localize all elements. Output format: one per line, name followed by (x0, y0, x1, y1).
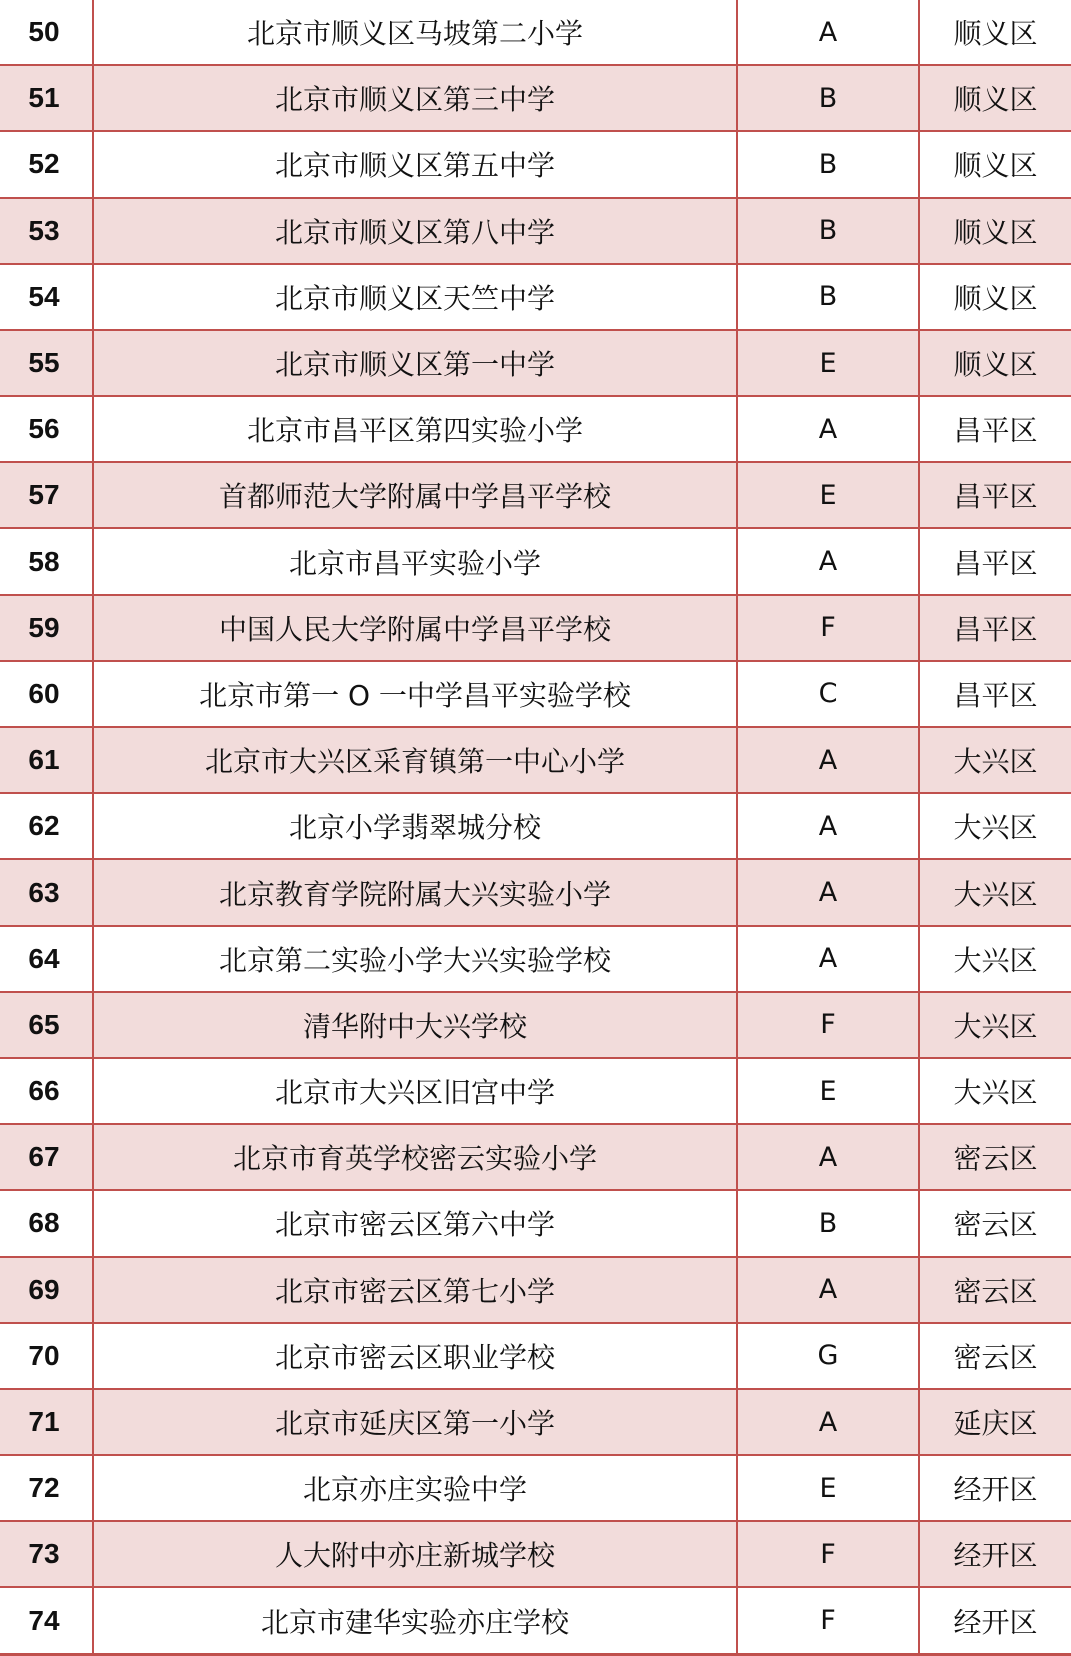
row-number: 69 (0, 1257, 93, 1323)
school-category: E (737, 462, 919, 528)
school-category: A (737, 528, 919, 594)
table-row (0, 1124, 1071, 1190)
school-name: 北京市建华实验亦庄学校 (93, 1587, 737, 1654)
district-name: 密云区 (919, 1190, 1071, 1256)
table-row (0, 1058, 1071, 1124)
district-name: 大兴区 (919, 727, 1071, 793)
row-number: 54 (0, 264, 93, 330)
school-name: 首都师范大学附属中学昌平学校 (93, 462, 737, 528)
table-row (0, 926, 1071, 992)
table-row (0, 462, 1071, 528)
school-category: C (737, 661, 919, 727)
row-number: 68 (0, 1190, 93, 1256)
row-number: 55 (0, 330, 93, 396)
table-row (0, 1257, 1071, 1323)
school-category: F (737, 1521, 919, 1587)
school-category: A (737, 859, 919, 925)
district-name: 昌平区 (919, 396, 1071, 462)
table-row (0, 264, 1071, 330)
table-row (0, 1521, 1071, 1587)
row-number: 64 (0, 926, 93, 992)
row-number: 58 (0, 528, 93, 594)
row-number: 61 (0, 727, 93, 793)
district-name: 昌平区 (919, 595, 1071, 661)
table-row (0, 859, 1071, 925)
row-number: 67 (0, 1124, 93, 1190)
row-number: 65 (0, 992, 93, 1058)
row-number: 66 (0, 1058, 93, 1124)
district-name: 昌平区 (919, 661, 1071, 727)
district-name: 密云区 (919, 1124, 1071, 1190)
district-name: 顺义区 (919, 330, 1071, 396)
school-name: 北京亦庄实验中学 (93, 1455, 737, 1521)
row-number: 53 (0, 198, 93, 264)
table-row (0, 1323, 1071, 1389)
school-category: A (737, 396, 919, 462)
school-category: A (737, 0, 919, 65)
table-row (0, 1455, 1071, 1521)
district-name: 顺义区 (919, 131, 1071, 197)
school-category: E (737, 330, 919, 396)
table-row (0, 992, 1071, 1058)
school-name: 北京市大兴区采育镇第一中心小学 (93, 727, 737, 793)
district-name: 顺义区 (919, 198, 1071, 264)
table-row (0, 595, 1071, 661)
school-category: E (737, 1058, 919, 1124)
district-name: 经开区 (919, 1455, 1071, 1521)
district-name: 经开区 (919, 1521, 1071, 1587)
row-number: 63 (0, 859, 93, 925)
table-row (0, 198, 1071, 264)
table-row (0, 1389, 1071, 1455)
school-name: 北京市延庆区第一小学 (93, 1389, 737, 1455)
row-number: 57 (0, 462, 93, 528)
table-row (0, 1587, 1071, 1654)
school-name: 北京市大兴区旧宫中学 (93, 1058, 737, 1124)
district-name: 顺义区 (919, 264, 1071, 330)
district-name: 大兴区 (919, 859, 1071, 925)
table-row (0, 0, 1071, 65)
district-name: 昌平区 (919, 462, 1071, 528)
school-category: A (737, 727, 919, 793)
school-category: B (737, 264, 919, 330)
row-number: 73 (0, 1521, 93, 1587)
school-name: 北京市密云区职业学校 (93, 1323, 737, 1389)
district-name: 大兴区 (919, 926, 1071, 992)
table-row (0, 727, 1071, 793)
row-number: 52 (0, 131, 93, 197)
school-name: 北京市顺义区第一中学 (93, 330, 737, 396)
table-row (0, 1190, 1071, 1256)
row-number: 51 (0, 65, 93, 131)
school-category: B (737, 131, 919, 197)
row-number: 70 (0, 1323, 93, 1389)
district-name: 经开区 (919, 1587, 1071, 1654)
table-row (0, 131, 1071, 197)
school-category: B (737, 65, 919, 131)
school-category: A (737, 1124, 919, 1190)
school-category: F (737, 595, 919, 661)
school-name: 北京市顺义区马坡第二小学 (93, 0, 737, 65)
school-name: 北京市顺义区第八中学 (93, 198, 737, 264)
table-row (0, 65, 1071, 131)
district-name: 顺义区 (919, 0, 1071, 65)
table-row (0, 396, 1071, 462)
table-row (0, 661, 1071, 727)
school-name: 北京教育学院附属大兴实验小学 (93, 859, 737, 925)
school-name: 北京市顺义区第五中学 (93, 131, 737, 197)
district-name: 大兴区 (919, 992, 1071, 1058)
district-name: 密云区 (919, 1323, 1071, 1389)
school-category: A (737, 793, 919, 859)
school-category: F (737, 992, 919, 1058)
row-number: 50 (0, 0, 93, 65)
row-number: 59 (0, 595, 93, 661)
school-category: A (737, 1257, 919, 1323)
row-number: 72 (0, 1455, 93, 1521)
school-name: 北京市密云区第七小学 (93, 1257, 737, 1323)
table-row (0, 330, 1071, 396)
school-category: A (737, 1389, 919, 1455)
row-number: 62 (0, 793, 93, 859)
district-name: 密云区 (919, 1257, 1071, 1323)
row-number: 60 (0, 661, 93, 727)
school-name: 北京市昌平实验小学 (93, 528, 737, 594)
school-category: A (737, 926, 919, 992)
table-row (0, 793, 1071, 859)
district-name: 昌平区 (919, 528, 1071, 594)
table-row (0, 528, 1071, 594)
school-name: 北京第二实验小学大兴实验学校 (93, 926, 737, 992)
district-name: 大兴区 (919, 1058, 1071, 1124)
school-name: 北京市昌平区第四实验小学 (93, 396, 737, 462)
district-name: 大兴区 (919, 793, 1071, 859)
row-number: 56 (0, 396, 93, 462)
school-name: 清华附中大兴学校 (93, 992, 737, 1058)
row-number: 74 (0, 1587, 93, 1654)
school-name: 北京市顺义区第三中学 (93, 65, 737, 131)
school-name: 北京市育英学校密云实验小学 (93, 1124, 737, 1190)
row-number: 71 (0, 1389, 93, 1455)
school-name: 中国人民大学附属中学昌平学校 (93, 595, 737, 661)
school-category: G (737, 1323, 919, 1389)
district-name: 延庆区 (919, 1389, 1071, 1455)
school-category: B (737, 1190, 919, 1256)
school-name: 北京市第一 O 一中学昌平实验学校 (93, 661, 737, 727)
school-category: F (737, 1587, 919, 1654)
school-category: E (737, 1455, 919, 1521)
school-name: 人大附中亦庄新城学校 (93, 1521, 737, 1587)
school-name: 北京市密云区第六中学 (93, 1190, 737, 1256)
school-name: 北京小学翡翠城分校 (93, 793, 737, 859)
school-name: 北京市顺义区天竺中学 (93, 264, 737, 330)
school-category: B (737, 198, 919, 264)
district-name: 顺义区 (919, 65, 1071, 131)
